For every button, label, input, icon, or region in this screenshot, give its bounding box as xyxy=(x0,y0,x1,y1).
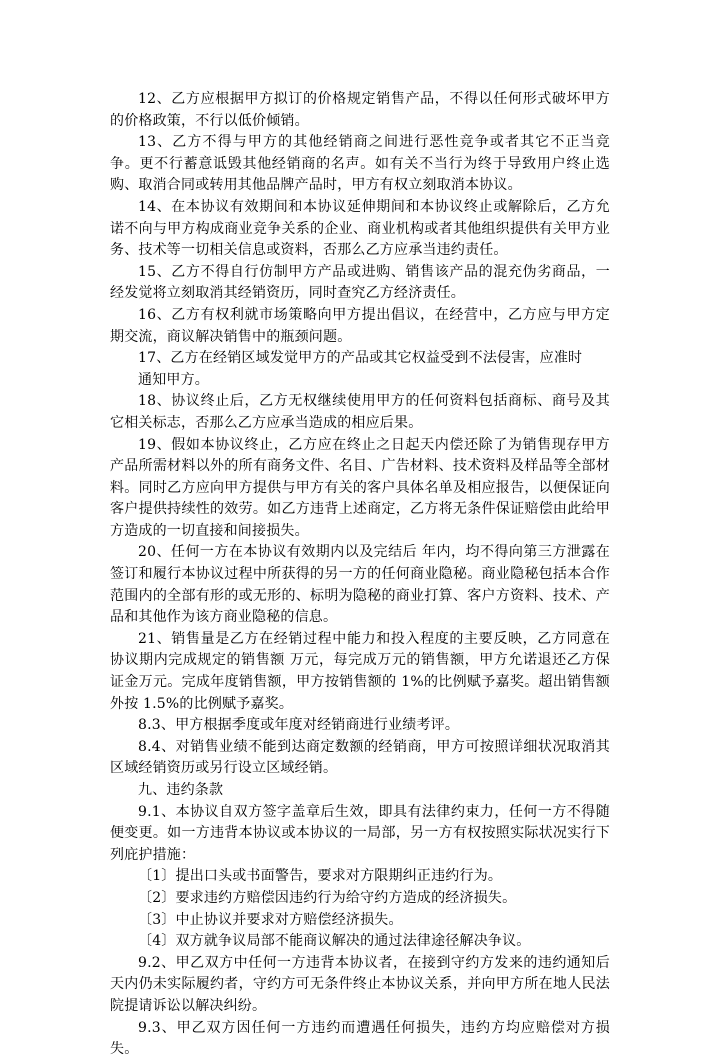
clause-8-4: 8.4、对销售业绩不能到达商定数额的经销商，甲方可按照详细状况取消其区域经销资历或另行设立区域经销。 xyxy=(110,738,610,777)
clause-15: 15、乙方不得自行仿制甲方产品或进购、销售该产品的混充伪劣商品，一经发觉将立刻取消其经销资历，同时查究乙方经济责任。 xyxy=(110,263,610,302)
clause-14: 14、在本协议有效期间和本协议延伸期间和本协议终止或解除后，乙方允诺不向与甲方构成商业竞争关系的企业、商业机构或者其他组织提供有关甲方业务、技术等一切相关信息或资料，否那么乙方应承当违约责任。 xyxy=(110,198,610,259)
measure-4: 〔4〕双方就争议局部不能商议解决的通过法律途径解决争议。 xyxy=(138,933,531,950)
clause-19: 19、假如本协议终止，乙方应在终止之日起天内偿还除了为销售现存甲方产品所需材料以外的所有商务文件、名目、广告材料、技术资料及样品等全部材料。同时乙方应向甲方提供与甲方有关的客户具体名单及相应报告，以便保证向客户提供持续性的效劳。如乙方违背上述商定，乙方将无条件保证赔偿由此给甲方造成的一切直接和间接损失。 xyxy=(110,436,610,539)
clause-16: 16、乙方有权利就市场策略向甲方提出倡议，在经营中，乙方应与甲方定期交流，商议解决销售中的瓶颈问题。 xyxy=(110,306,610,345)
clause-20: 20、任何一方在本协议有效期内以及完结后 年内，均不得向第三方泄露在签订和履行本协议过程中所获得的另一方的任何商业隐秘。商业隐秘包括本合作范围内的全部有形的或无形的、标明为隐秘的商业打算、客户方资料、技术、产品和其他作为该方商业隐秘的信息。 xyxy=(110,544,610,626)
document-body xyxy=(110,89,610,1061)
clause-9-2: 9.2、甲乙双方中任何一方违背本协议者，在接到守约方发来的违约通知后天内仍未实际履约者，守约方可无条件终止本协议关系，并向甲方所在地人民法院提请诉讼以解决纠纷。 xyxy=(110,954,610,1014)
measure-3: 〔3〕中止协议并要求对方赔偿经济损失。 xyxy=(138,911,403,928)
clause-18: 18、协议终止后，乙方无权继续使用甲方的任何资料包括商标、商号及其它相关标志，否那么乙方应承当造成的相应后果。 xyxy=(110,393,610,431)
clause-12: 12、乙方应根据甲方拟订的价格规定销售产品，不得以任何形式破坏甲方的价格政策，不行以低价倾销。 xyxy=(110,91,610,129)
clause-9-3: 9.3、甲乙双方因任何一方违约而遭遇任何损失，违约方均应赔偿对方损失。 xyxy=(110,1019,610,1058)
clause-9-1: 9.1、本协议自双方签字盖章后生效，即具有法律约束力，任何一方不得随便变更。如一方违背本协议或本协议的一局部，另一方有权按照实际状况实行下列庇护措施： xyxy=(110,803,610,863)
measure-1: 〔1〕提出口头或书面警告，要求对方限期纠正违约行为。 xyxy=(138,868,503,885)
measure-2: 〔2〕要求违约方赔偿因违约行为给守约方造成的经济损失。 xyxy=(138,889,517,906)
clause-21: 21、销售量是乙方在经销过程中能力和投入程度的主要反映，乙方同意在协议期内完成规定的销售额 万元，每完成万元的销售额，甲方允诺退还乙方保证金万元。完成年度销售额，甲方按销售额的 1%的比例赋予嘉奖。超出销售额外按 1.5%的比例赋予嘉奖。 xyxy=(110,630,610,712)
section-heading-breach: 九、违约条款 xyxy=(138,782,224,798)
clause-13: 13、乙方不得与甲方的其他经销商之间进行恶性竞争或者其它不正当竞争。更不行蓄意诋毁其他经销商的名声。如有关不当行为终于导致用户终止选购、取消合同或转用其他品牌产品时，甲方有权立刻取消本协议。 xyxy=(110,134,610,194)
clause-17: 17、乙方在经销区域发觉甲方的产品或其它权益受到不法侵害，应准时 xyxy=(138,350,583,367)
clause-8-3: 8.3、甲方根据季度或年度对经销商进行业绩考评。 xyxy=(138,717,460,734)
clause-17-continued: 通知甲方。 xyxy=(138,371,209,388)
